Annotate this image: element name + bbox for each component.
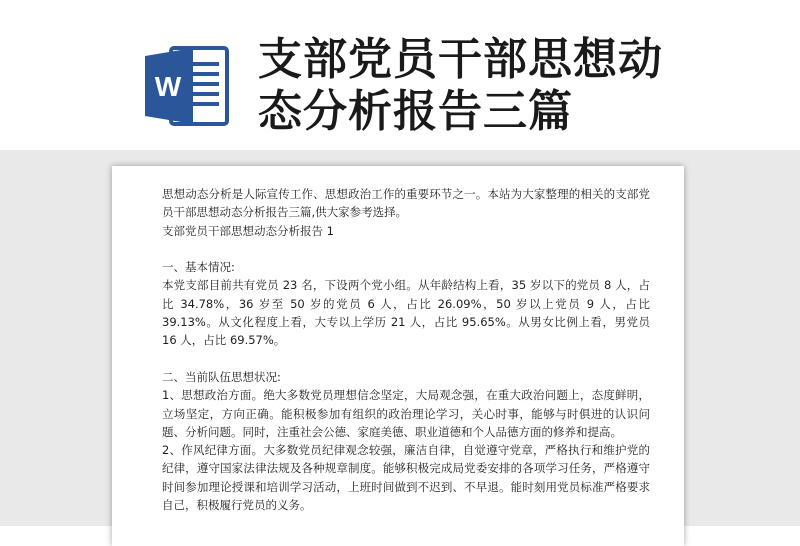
title-line-2: 态分析报告三篇 [258, 86, 573, 137]
word-document-icon [141, 40, 233, 132]
page-title [258, 34, 778, 138]
document-paragraph: 一、基本情况: [162, 260, 235, 275]
title-line-1: 支部党员干部思想动 [258, 34, 663, 85]
blank-line [162, 240, 650, 258]
document-paragraph: 支部党员干部思想动态分析报告 1 [162, 223, 334, 238]
document-paragraph: 1、思想政治方面。绝大多数党员理想信念坚定，大局观念强，在重大政治问题上，态度鲜明，立场坚定，方向正确。能积极参加有组织的政治理论学习，关心时事，能够与时俱进的认识问题、分析问题。同时，注重社会公德、家庭美德、职业道德和个人品德方面的修养和提高。 [162, 388, 650, 439]
document-page [112, 166, 684, 546]
document-paragraph: 本党支部目前共有党员 23 名，下设两个党小组。从年龄结构上看，35 岁以下的党员 8 人，占比 34.78%，36 岁至 50 岁的党员 6 人，占比 26.09%，50 岁以上党员 9 人，占比 39.13%。从文化程度上看，大专以上学历 21 人，占比 95.65%。从男女比例上看，男党员 16 人，占比 69.57%。 [162, 278, 650, 348]
header-banner [0, 0, 800, 150]
document-paragraph: 二、当前队伍思想状况: [162, 369, 281, 384]
document-paragraph: 2、作风纪律方面。大多数党员纪律观念较强，廉洁自律，自觉遵守党章，严格执行和维护党的纪律，遵守国家法律法规及各种规章制度。能够积极完成局党委安排的各项学习任务，严格遵守时间参加理论授课和培训学习活动，上班时间做到不迟到、不早退。能时刻用党员标准严格要求自己，积极履行党员的义务。 [162, 443, 650, 513]
document-paragraph: 思想动态分析是人际宣传工作、思想政治工作的重要环节之一。本站为大家整理的相关的支部党员干部思想动态分析报告三篇,供大家参考选择。 [162, 187, 650, 220]
blank-line [162, 350, 650, 368]
document-body [162, 185, 650, 514]
word-icon-letter: W [154, 71, 182, 102]
